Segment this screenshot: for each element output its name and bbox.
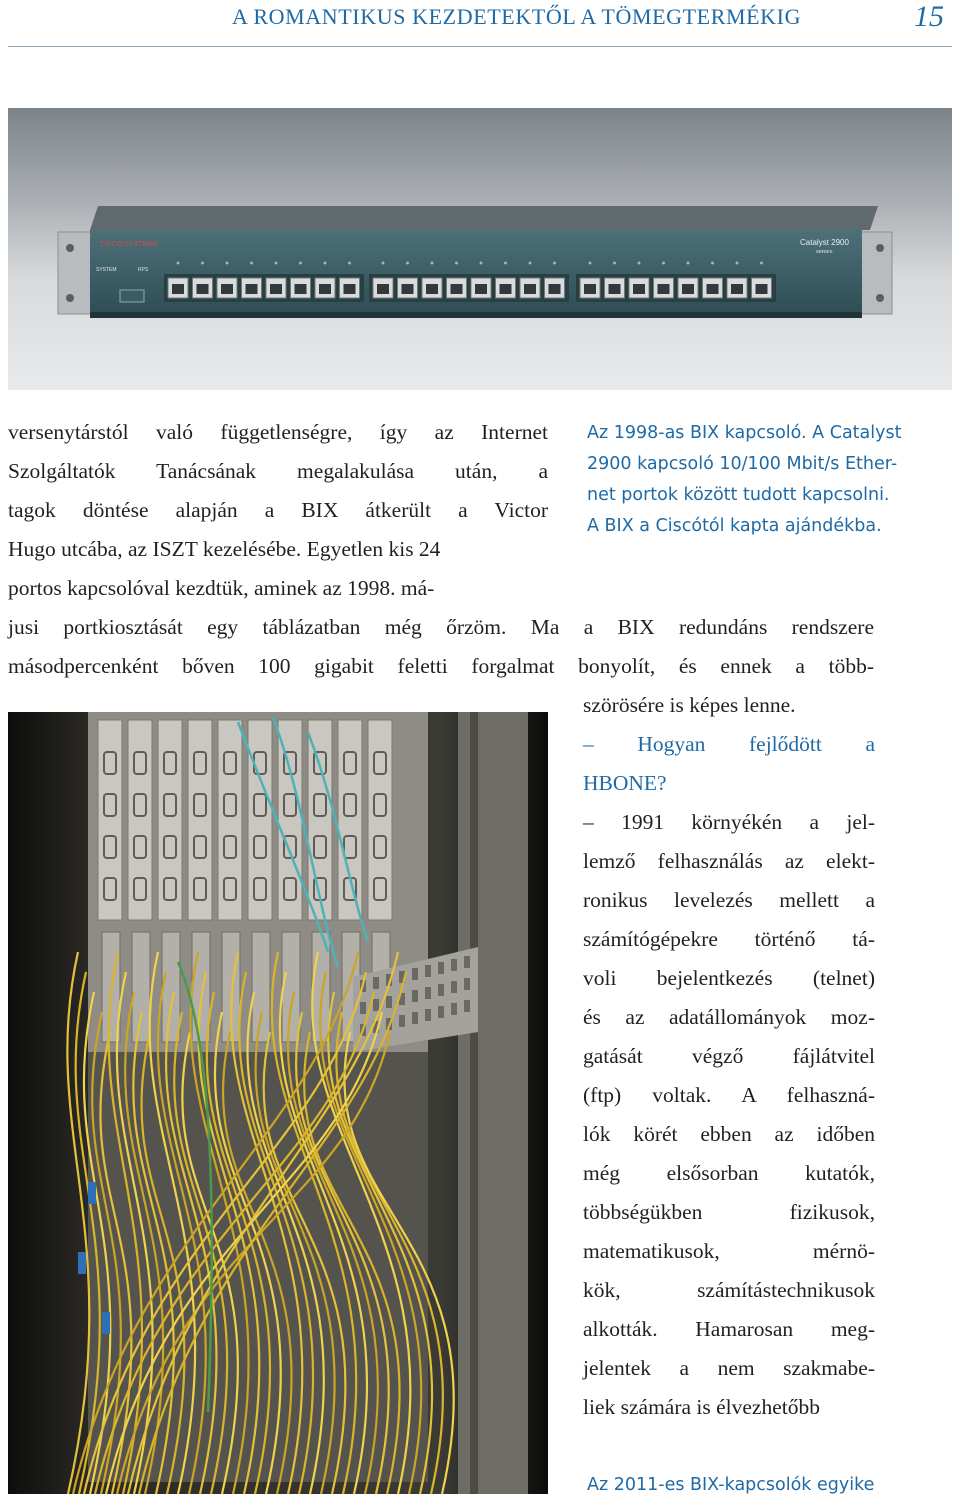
line-card bbox=[218, 720, 242, 920]
body-paragraph-full bbox=[8, 608, 874, 686]
tray-hole bbox=[451, 981, 457, 993]
text-line: többségükben fizikusok, bbox=[583, 1200, 875, 1224]
port-socket bbox=[524, 284, 536, 294]
line-card bbox=[278, 720, 302, 920]
text-line: Szolgáltatók Tanácsának megalakulása után, a bbox=[8, 459, 548, 483]
rack-illustration bbox=[8, 712, 548, 1494]
port-socket bbox=[500, 284, 512, 294]
port-led bbox=[480, 262, 483, 265]
line-card bbox=[338, 720, 362, 920]
text-line: Hugo utcába, az ISZT kezelésébe. Egyetlen kis 24 bbox=[8, 537, 441, 561]
text-line: portos kapcsolóval kezdtük, aminek az 1998. má- bbox=[8, 576, 435, 600]
rack-photo bbox=[8, 712, 548, 1494]
tray-hole bbox=[412, 968, 418, 980]
port-led bbox=[226, 262, 229, 265]
text-line: alkották. Hamarosan meg- bbox=[583, 1317, 875, 1341]
port-socket bbox=[221, 284, 233, 294]
port-led bbox=[455, 262, 458, 265]
port-socket bbox=[475, 284, 487, 294]
line-card bbox=[188, 720, 212, 920]
line-card bbox=[98, 720, 122, 920]
interview-answer bbox=[583, 803, 875, 1427]
caption-line: Az 1998-as BIX kapcsoló. A Catalyst bbox=[587, 423, 902, 443]
caption-switch-1998 bbox=[587, 418, 901, 542]
port-socket bbox=[270, 284, 282, 294]
port-led bbox=[250, 262, 253, 265]
port-led bbox=[736, 262, 739, 265]
body-paragraph-left bbox=[8, 413, 548, 608]
tray-hole bbox=[425, 1009, 431, 1021]
text-line: jusi portkiosztását egy táblázatban még őrzöm. Ma a BIX redundáns rendszere bbox=[8, 615, 874, 639]
fibre-connector bbox=[88, 1182, 96, 1204]
switch-photo bbox=[8, 108, 952, 390]
line-card bbox=[368, 720, 392, 920]
port-led bbox=[711, 262, 714, 265]
caption-switch-2011 bbox=[587, 1470, 874, 1501]
text-line: versenytárstól való függetlenségre, így az Internet bbox=[8, 420, 548, 444]
port-led bbox=[177, 262, 180, 265]
port-led bbox=[613, 262, 616, 265]
right-column-text bbox=[583, 686, 875, 725]
line-card-lower bbox=[192, 932, 210, 1042]
page-number: 15 bbox=[914, 0, 944, 33]
port-socket bbox=[584, 284, 596, 294]
line-card-lower bbox=[282, 932, 300, 1042]
caption-line: net portok között tudott kapcsolni. bbox=[587, 485, 890, 505]
line-card bbox=[158, 720, 182, 920]
port-socket bbox=[707, 284, 719, 294]
line-card bbox=[248, 720, 272, 920]
text-line: kök, számítástechnikusok bbox=[583, 1278, 875, 1302]
text-line: ronikus levelezés mellett a bbox=[583, 888, 875, 912]
line-card-lower bbox=[132, 932, 150, 1042]
line-card bbox=[308, 720, 332, 920]
port-socket bbox=[426, 284, 438, 294]
port-led bbox=[348, 262, 351, 265]
port-socket bbox=[756, 284, 768, 294]
tray-hole bbox=[438, 962, 444, 974]
line-card bbox=[128, 720, 152, 920]
line-card-lower bbox=[162, 932, 180, 1042]
text-line: lemző felhasználás az elekt- bbox=[583, 849, 875, 873]
caption-line: 2900 kapcsoló 10/100 Mbit/s Ether- bbox=[587, 454, 898, 474]
question-line: HBONE? bbox=[583, 771, 667, 795]
caption-line: A BIX a Ciscótól kapta ajándékba. bbox=[587, 516, 882, 536]
text-line: matematikusok, mérnö- bbox=[583, 1239, 875, 1263]
port-led bbox=[275, 262, 278, 265]
port-socket bbox=[549, 284, 561, 294]
port-led bbox=[324, 262, 327, 265]
tray-hole bbox=[386, 996, 392, 1008]
port-socket bbox=[633, 284, 645, 294]
port-led bbox=[201, 262, 204, 265]
port-led bbox=[382, 262, 385, 265]
text-line: voli bejelentkezés (telnet) bbox=[583, 966, 875, 990]
text-line: jelentek a nem szakmabe- bbox=[583, 1356, 875, 1380]
switch-illustration bbox=[8, 108, 952, 390]
tray-hole bbox=[412, 1012, 418, 1024]
port-led bbox=[406, 262, 409, 265]
port-socket bbox=[377, 284, 389, 294]
tray-hole bbox=[373, 977, 379, 989]
port-socket bbox=[658, 284, 670, 294]
port-socket bbox=[451, 284, 463, 294]
port-socket bbox=[344, 284, 356, 294]
panel-series: SERIES bbox=[816, 249, 833, 254]
led-label-system: SYSTEM bbox=[96, 267, 117, 273]
tray-hole bbox=[399, 1015, 405, 1027]
port-socket bbox=[731, 284, 743, 294]
port-led bbox=[760, 262, 763, 265]
port-socket bbox=[197, 284, 209, 294]
tray-hole bbox=[373, 999, 379, 1011]
port-socket bbox=[609, 284, 621, 294]
text-line: számítógépekre történő tá- bbox=[583, 927, 875, 951]
text-line: – 1991 környékén a jel- bbox=[583, 810, 875, 834]
text-line: és az adatállományok moz- bbox=[583, 1005, 875, 1029]
text-line: (ftp) voltak. A felhaszná- bbox=[583, 1083, 875, 1107]
port-socket bbox=[682, 284, 694, 294]
tray-hole bbox=[360, 1002, 366, 1014]
port-socket bbox=[319, 284, 331, 294]
panel-model: Catalyst 2900 bbox=[800, 238, 849, 247]
tray-hole bbox=[412, 990, 418, 1002]
port-socket bbox=[246, 284, 258, 294]
text-line: szörösére is képes lenne. bbox=[583, 693, 796, 717]
text-line: liek számára is élvezhetőbb bbox=[583, 1395, 820, 1419]
tray-hole bbox=[451, 959, 457, 971]
running-header-title: A ROMANTIKUS KEZDETEKTŐL A TÖMEGTERMÉKIG bbox=[232, 4, 802, 29]
tray-hole bbox=[425, 987, 431, 999]
interview-question bbox=[583, 725, 875, 803]
text-line: tagok döntése alapján a BIX átkerült a Victor bbox=[8, 498, 548, 522]
question-line: – Hogyan fejlődött a bbox=[583, 732, 875, 756]
tray-hole bbox=[464, 978, 470, 990]
tray-hole bbox=[425, 965, 431, 977]
port-led bbox=[553, 262, 556, 265]
tray-hole bbox=[451, 1003, 457, 1015]
text-line: lók körét ebben az időben bbox=[583, 1122, 875, 1146]
header-rule bbox=[8, 46, 952, 47]
port-led bbox=[431, 262, 434, 265]
port-led bbox=[662, 262, 665, 265]
port-led bbox=[299, 262, 302, 265]
text-line: másodpercenként bőven 100 gigabit feletti forgalmat bonyolít, és ennek a több- bbox=[8, 654, 874, 678]
panel-brand: CISCO SYSTEMS bbox=[100, 241, 158, 248]
caption-line: Az 2011-es BIX-kapcsolók egyike bbox=[587, 1475, 875, 1495]
tray-hole bbox=[464, 1000, 470, 1012]
tray-hole bbox=[464, 956, 470, 968]
text-line: gatását végző fájlátvitel bbox=[583, 1044, 875, 1068]
line-card-lower bbox=[252, 932, 270, 1042]
fibre-connector bbox=[78, 1252, 86, 1274]
port-socket bbox=[295, 284, 307, 294]
port-socket bbox=[402, 284, 414, 294]
tray-hole bbox=[438, 1006, 444, 1018]
text-line: még elsősorban kutatók, bbox=[583, 1161, 875, 1185]
fibre-connector bbox=[102, 1312, 110, 1334]
port-led bbox=[504, 262, 507, 265]
port-socket bbox=[172, 284, 184, 294]
port-led bbox=[687, 262, 690, 265]
tray-hole bbox=[438, 984, 444, 996]
port-led bbox=[638, 262, 641, 265]
led-label-rps: RPS bbox=[138, 267, 149, 273]
port-led bbox=[589, 262, 592, 265]
port-led bbox=[529, 262, 532, 265]
